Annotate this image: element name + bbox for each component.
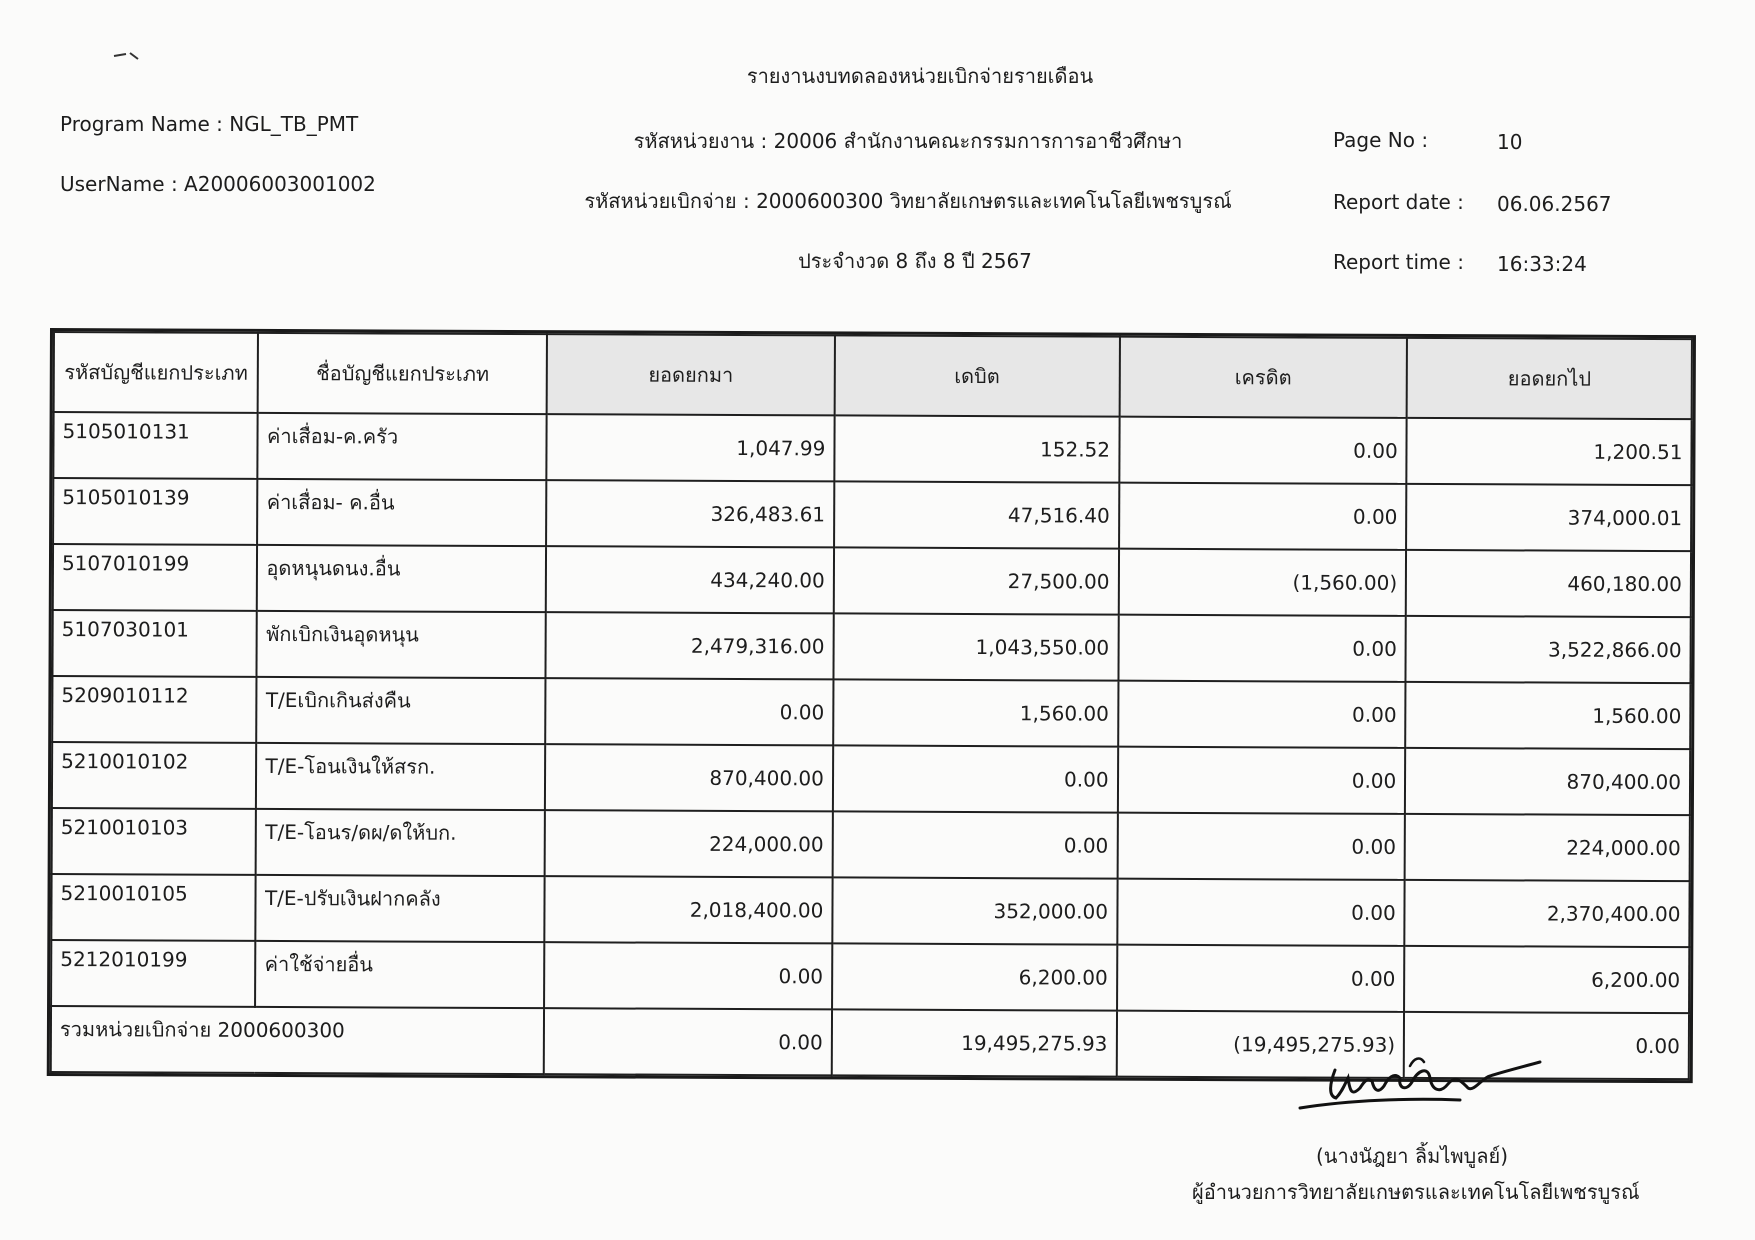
- credit-amount: 0.00: [1117, 747, 1405, 814]
- account-code: 5210010103: [52, 808, 257, 875]
- debit-amount: 27,500.00: [834, 547, 1119, 614]
- debit-amount: 0.00: [832, 811, 1117, 878]
- closing-balance: 1,560.00: [1405, 682, 1690, 749]
- credit-amount: (1,560.00): [1118, 549, 1406, 616]
- closing-balance: 3,522,866.00: [1406, 616, 1691, 683]
- table-row: [53, 544, 1691, 617]
- credit-amount: 0.00: [1117, 813, 1405, 880]
- total-closing-balance: 0.00: [1404, 1012, 1689, 1079]
- closing-balance: 460,180.00: [1406, 550, 1691, 617]
- account-code: 5107030101: [52, 610, 257, 677]
- credit-amount: 0.00: [1117, 945, 1405, 1012]
- account-code: 5105010131: [53, 412, 258, 479]
- account-code: 5107010199: [53, 544, 258, 611]
- trial-balance-table: [47, 328, 1696, 1083]
- closing-balance: 1,200.51: [1407, 418, 1692, 485]
- total-label: รวมหน่วยเบิกจ่าย 2000600300: [51, 1006, 544, 1074]
- opening-balance: 434,240.00: [546, 546, 834, 613]
- debit-amount: 1,560.00: [833, 679, 1118, 746]
- disbursing-unit-line: รหัสหน่วยเบิกจ่าย : 2000600300 วิทยาลัยเกษตรและเทคโนโลยีเพชรบูรณ์: [584, 189, 1232, 213]
- closing-balance: 870,400.00: [1405, 748, 1690, 815]
- period-line: ประจำงวด 8 ถึง 8 ปี 2567: [798, 249, 1032, 273]
- signer-title: ผู้อำนวยการวิทยาลัยเกษตรและเทคโนโลยีเพชรบูรณ์: [1192, 1180, 1640, 1204]
- program-name: Program Name : NGL_TB_PMT: [60, 112, 359, 136]
- account-name: T/E-โอนเงินให้สรก.: [256, 743, 545, 810]
- account-name: ค่าเสื่อม-ค.ครัว: [258, 413, 547, 480]
- account-name: T/E-โอนร/ดผ/ดให้บก.: [256, 809, 545, 876]
- column-header-credit: เครดิต: [1119, 337, 1407, 418]
- table-row: [53, 478, 1691, 551]
- account-name: T/Eเบิกเกินส่งคืน: [257, 677, 546, 744]
- signer-name: (นางนัฎยา ลิ้มไพบูลย์): [1316, 1144, 1509, 1168]
- account-code: 5210010105: [51, 874, 256, 941]
- account-name: ค่าเสื่อม- ค.อื่น: [258, 479, 547, 546]
- table-row: [52, 808, 1690, 881]
- column-header-opening-balance: ยอดยกมา: [547, 334, 835, 415]
- account-name: อุดหนุนดนง.อื่น: [257, 545, 546, 612]
- column-header-account-code: รหัสบัญชีแยกประเภท: [54, 332, 259, 413]
- table-row: [52, 676, 1690, 749]
- credit-amount: 0.00: [1119, 483, 1407, 550]
- debit-amount: 352,000.00: [832, 877, 1117, 944]
- opening-balance: 326,483.61: [546, 480, 834, 547]
- handwritten-signature: [1290, 1048, 1565, 1118]
- credit-amount: 0.00: [1117, 879, 1405, 946]
- credit-amount: 0.00: [1118, 615, 1406, 682]
- opening-balance: 0.00: [545, 678, 833, 745]
- account-code: 5105010139: [53, 478, 258, 545]
- table-row: [52, 742, 1690, 815]
- debit-amount: 152.52: [834, 415, 1119, 482]
- account-code: 5210010102: [52, 742, 257, 809]
- account-name: T/E-ปรับเงินฝากคลัง: [256, 875, 545, 942]
- agency-line: รหัสหน่วยงาน : 20006 สำนักงานคณะกรรมการการอาชีวศึกษา: [633, 129, 1183, 153]
- report-time-value: 16:33:24: [1497, 252, 1587, 276]
- page-no-label: Page No :: [1333, 128, 1429, 152]
- column-header-debit: เดบิต: [835, 335, 1120, 416]
- debit-amount: 0.00: [833, 745, 1118, 812]
- table-row: [51, 940, 1689, 1013]
- opening-balance: 224,000.00: [545, 810, 833, 877]
- debit-amount: 6,200.00: [832, 943, 1117, 1010]
- opening-balance: 2,479,316.00: [546, 612, 834, 679]
- account-code: 5209010112: [52, 676, 257, 743]
- total-debit: 19,495,275.93: [832, 1009, 1117, 1076]
- account-name: ค่าใช้จ่ายอื่น: [256, 941, 545, 1008]
- total-opening-balance: 0.00: [544, 1008, 832, 1075]
- closing-balance: 6,200.00: [1404, 946, 1689, 1013]
- closing-balance: 2,370,400.00: [1405, 880, 1690, 947]
- debit-amount: 47,516.40: [834, 481, 1119, 548]
- column-header-account-name: ชื่อบัญชีแยกประเภท: [258, 333, 547, 414]
- table-header-row: [54, 332, 1692, 419]
- report-date-label: Report date :: [1333, 190, 1464, 214]
- account-name: พักเบิกเงินอุดหนุน: [257, 611, 546, 678]
- user-name: UserName : A20006003001002: [60, 172, 376, 196]
- total-credit: (19,495,275.93): [1116, 1011, 1404, 1078]
- report-title: รายงานงบทดลองหน่วยเบิกจ่ายรายเดือน: [746, 64, 1094, 88]
- page-no-value: 10: [1497, 130, 1523, 154]
- credit-amount: 0.00: [1119, 417, 1407, 484]
- opening-balance: 0.00: [544, 942, 832, 1009]
- account-code: 5212010199: [51, 940, 256, 1007]
- closing-balance: 224,000.00: [1405, 814, 1690, 881]
- table-row: [53, 412, 1691, 485]
- debit-amount: 1,043,550.00: [833, 613, 1118, 680]
- opening-balance: 870,400.00: [545, 744, 833, 811]
- table-row: [51, 874, 1689, 947]
- credit-amount: 0.00: [1118, 681, 1406, 748]
- table-row: [52, 610, 1690, 683]
- opening-balance: 2,018,400.00: [545, 876, 833, 943]
- report-time-label: Report time :: [1333, 250, 1464, 274]
- closing-balance: 374,000.01: [1406, 484, 1691, 551]
- scan-mark: [112, 50, 142, 70]
- report-date-value: 06.06.2567: [1497, 192, 1612, 216]
- column-header-closing-balance: ยอดยกไป: [1407, 338, 1692, 419]
- opening-balance: 1,047.99: [547, 414, 835, 481]
